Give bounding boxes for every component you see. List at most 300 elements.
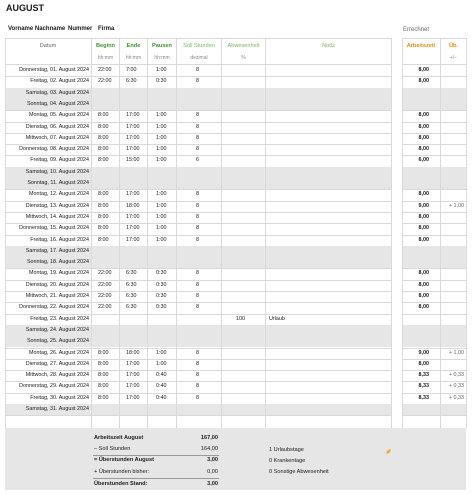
arbeitszeit-cell: 8,00 [418, 213, 429, 220]
abwesenheit-cell[interactable] [236, 381, 250, 392]
arbeitszeit-cell: 8,00 [418, 191, 429, 198]
notiz-cell[interactable] [269, 235, 329, 246]
abwesenheit-cell[interactable] [236, 370, 250, 381]
abwesenheit-cell[interactable] [236, 393, 250, 404]
notiz-cell[interactable] [269, 122, 329, 133]
abwesenheit-cell[interactable] [236, 291, 250, 302]
notiz-cell[interactable] [269, 110, 329, 121]
date-cell: Montag, 05. August 2024 [29, 112, 89, 119]
pausen-cell[interactable]: 1:00 [156, 225, 167, 232]
abwesenheit-cell[interactable] [236, 280, 250, 291]
ueberstunden-cell [441, 110, 464, 121]
abwesenheit-cell[interactable] [236, 110, 250, 121]
soll-cell[interactable]: 6 [196, 157, 199, 164]
arbeitszeit-cell: 8,00 [418, 293, 429, 299]
beginn-cell[interactable]: 22:00 [98, 270, 112, 277]
ueberstunden-cell: + 0,33 [448, 383, 464, 390]
ende-cell[interactable] [126, 336, 147, 347]
ende-cell[interactable]: 17:00 [126, 213, 140, 220]
notiz-cell[interactable] [269, 201, 329, 212]
ueberstunden-cell [441, 359, 464, 370]
abwesenheit-cell[interactable] [236, 336, 250, 347]
ueberstunden-cell [441, 99, 464, 110]
soll-cell[interactable]: 8 [196, 191, 199, 198]
date-cell: Samstag, 10. August 2024 [25, 168, 89, 175]
column-header-pausen: Pausen [152, 43, 172, 49]
notiz-cell[interactable] [269, 291, 329, 302]
column-header-ende: Ende [126, 43, 141, 49]
summary-arbeitszeit-value: 167,00 [200, 435, 218, 441]
ueberstunden-cell [441, 235, 464, 246]
notiz-cell[interactable] [269, 257, 329, 268]
date-cell: Mittwoch, 14. August 2024 [25, 213, 89, 220]
beginn-cell[interactable] [98, 257, 119, 268]
notiz-cell[interactable] [269, 348, 329, 359]
arbeitszeit-cell [402, 257, 429, 268]
notiz-cell[interactable] [269, 189, 329, 200]
pausen-cell[interactable]: 1:00 [156, 360, 167, 367]
pausen-cell[interactable] [156, 336, 176, 347]
date-cell: Samstag, 31. August 2024 [25, 406, 89, 412]
abwesenheit-cell[interactable] [236, 257, 250, 268]
beginn-cell[interactable]: 8:00 [98, 134, 109, 141]
employee-name-label: Vorname Nachname [8, 26, 66, 32]
notiz-cell[interactable] [269, 381, 329, 392]
soll-cell[interactable]: 8 [196, 304, 199, 311]
ueberstunden-cell: + 1,00 [448, 202, 464, 209]
soll-cell[interactable]: 8 [196, 123, 199, 130]
pausen-cell[interactable] [156, 246, 176, 257]
errechnet-label: Errechnet [403, 27, 430, 33]
ende-cell[interactable]: 17:00 [126, 394, 140, 401]
ueberstunden-cell [441, 280, 464, 291]
ueberstunden-cell [441, 404, 464, 415]
soll-cell[interactable] [196, 178, 206, 189]
soll-cell[interactable]: 8 [196, 202, 199, 209]
abwesenheit-cell[interactable] [236, 76, 250, 87]
notiz-cell[interactable] [269, 178, 329, 189]
date-cell: Samstag, 24. August 2024 [25, 326, 89, 333]
beginn-cell[interactable] [98, 246, 119, 257]
beginn-cell[interactable]: 8:00 [98, 225, 109, 232]
notiz-cell[interactable] [269, 167, 329, 178]
ende-cell[interactable] [126, 178, 147, 189]
ende-cell[interactable]: 17:00 [126, 146, 140, 153]
summary-bisher-label: + Überstunden bisher: [94, 469, 150, 475]
beginn-cell[interactable]: 8:00 [98, 202, 109, 209]
pausen-cell[interactable]: 1:00 [156, 123, 167, 130]
abwesenheit-cell[interactable] [236, 302, 250, 313]
ueberstunden-cell [441, 336, 464, 347]
pausen-cell[interactable] [156, 314, 176, 325]
ueberstunden-cell [441, 302, 464, 313]
notiz-cell[interactable] [269, 268, 329, 279]
ende-cell[interactable]: 7:00 [126, 67, 137, 73]
date-cell: Montag, 19. August 2024 [29, 270, 89, 277]
pausen-cell[interactable]: 0:30 [156, 78, 167, 85]
ende-cell[interactable]: 17:00 [126, 383, 140, 390]
ende-cell[interactable]: 18:00 [126, 349, 140, 356]
pausen-cell[interactable]: 0:30 [156, 270, 167, 277]
arbeitszeit-cell: 8,00 [418, 360, 429, 367]
beginn-cell[interactable]: 8:00 [98, 394, 109, 401]
soll-cell[interactable]: 8 [196, 349, 199, 356]
arbeitszeit-cell: 8,00 [418, 270, 429, 277]
notiz-cell[interactable] [269, 76, 329, 87]
ueberstunden-cell [441, 88, 464, 99]
date-cell: Donnerstag, 01. August 2024 [19, 67, 89, 73]
arbeitszeit-cell: 8,00 [418, 146, 429, 153]
notiz-cell[interactable] [269, 88, 329, 99]
beginn-cell[interactable] [98, 88, 119, 99]
date-cell: Samstag, 17. August 2024 [25, 247, 89, 254]
employee-number-label: Nummer [68, 26, 93, 32]
pausen-cell[interactable]: 0:40 [156, 394, 167, 401]
date-cell: Mittwoch, 21. August 2024 [25, 293, 89, 299]
arbeitszeit-cell: 8,00 [418, 78, 429, 85]
notiz-cell[interactable] [269, 359, 329, 370]
company-label: Firma [98, 26, 115, 32]
beginn-cell[interactable]: 8:00 [98, 213, 109, 220]
abwesenheit-cell[interactable] [236, 223, 250, 234]
pausen-cell[interactable] [156, 99, 176, 110]
abwesenheit-cell[interactable] [236, 133, 250, 144]
ueberstunden-cell [441, 268, 464, 279]
abwesenheit-cell[interactable] [236, 212, 250, 223]
arbeitszeit-cell: 8,33 [418, 383, 429, 390]
notiz-cell[interactable] [269, 144, 329, 155]
soll-cell[interactable]: 8 [196, 270, 199, 277]
ende-cell[interactable]: 17:00 [126, 123, 140, 130]
soll-cell[interactable]: 8 [196, 383, 199, 390]
ende-cell[interactable]: 6:30 [126, 304, 137, 311]
pausen-cell[interactable]: 0:40 [156, 383, 167, 390]
arbeitszeit-cell: 8,33 [418, 394, 429, 401]
pausen-cell[interactable]: 1:00 [156, 112, 167, 119]
soll-cell[interactable]: 8 [196, 236, 199, 243]
summary-urlaubstage: 1 Urlaubstage [269, 447, 304, 453]
column-header-arbeitszeit: Arbeitszeit [406, 43, 436, 49]
soll-cell[interactable] [196, 314, 206, 325]
abwesenheit-cell[interactable] [236, 65, 250, 76]
pausen-cell[interactable]: 0:40 [156, 372, 167, 379]
abwesenheit-cell[interactable] [236, 189, 250, 200]
ueberstunden-cell [441, 246, 464, 257]
unit-ueberstunden: +/− [449, 55, 458, 61]
abwesenheit-cell[interactable] [236, 122, 250, 133]
ende-cell[interactable]: 17:00 [126, 372, 140, 379]
abwesenheit-cell[interactable] [236, 88, 250, 99]
date-cell: Dienstag, 27. August 2024 [25, 360, 89, 367]
beginn-cell[interactable]: 22:00 [98, 78, 112, 85]
ende-cell[interactable]: 6:30 [126, 281, 137, 288]
ueberstunden-cell [441, 223, 464, 234]
soll-cell[interactable]: 8 [196, 281, 199, 288]
unit-pausen: hh:mm [154, 55, 170, 61]
arbeitszeit-cell [402, 314, 429, 325]
beginn-cell[interactable]: 8:00 [98, 372, 109, 379]
beginn-cell[interactable]: 8:00 [98, 360, 109, 367]
arbeitszeit-cell [402, 336, 429, 347]
soll-cell[interactable]: 8 [196, 360, 199, 367]
ueberstunden-cell [441, 144, 464, 155]
arbeitszeit-cell [402, 246, 429, 257]
notiz-cell[interactable] [269, 246, 329, 257]
arbeitszeit-cell: 6,00 [418, 157, 429, 164]
summary-bisher-value: 0,00 [207, 469, 218, 475]
ende-cell[interactable]: 15:00 [126, 157, 140, 164]
arbeitszeit-cell [402, 325, 429, 336]
column-header-abwesenheit: Abwesenheit [227, 43, 260, 49]
pausen-cell[interactable] [156, 178, 176, 189]
abwesenheit-cell[interactable] [236, 348, 250, 359]
soll-cell[interactable] [196, 167, 206, 178]
beginn-cell[interactable]: 22:00 [98, 281, 112, 288]
ueberstunden-cell [441, 133, 464, 144]
soll-cell[interactable]: 8 [196, 67, 199, 73]
ueberstunden-cell [441, 325, 464, 336]
beginn-cell[interactable]: 8:00 [98, 236, 109, 243]
summary-stand-value: 3,00 [207, 481, 218, 487]
soll-cell[interactable]: 8 [196, 112, 199, 119]
column-header-ueberstunden: Üb. [448, 43, 458, 49]
abwesenheit-cell[interactable] [236, 201, 250, 212]
ende-cell[interactable] [126, 167, 147, 178]
column-header-beginn: Beginn [96, 43, 115, 49]
notiz-cell[interactable] [269, 155, 329, 166]
arbeitszeit-cell: 8,00 [418, 281, 429, 288]
column-header-datum: Datum [39, 43, 57, 49]
pausen-cell[interactable] [156, 325, 176, 336]
abwesenheit-cell[interactable] [236, 404, 250, 415]
date-cell: Sonntag, 04. August 2024 [26, 100, 89, 107]
notiz-cell[interactable] [269, 325, 329, 336]
beginn-cell[interactable] [98, 99, 119, 110]
beginn-cell[interactable] [98, 325, 119, 336]
pausen-cell[interactable] [156, 257, 176, 268]
notiz-cell[interactable]: Urlaub [269, 315, 285, 322]
abwesenheit-cell[interactable] [236, 235, 250, 246]
ueberstunden-cell [441, 314, 464, 325]
beginn-cell[interactable]: 8:00 [98, 383, 109, 390]
abwesenheit-cell[interactable] [236, 246, 250, 257]
ende-cell[interactable]: 6:30 [126, 78, 137, 85]
ueberstunden-cell [441, 167, 464, 178]
abwesenheit-cell[interactable] [236, 268, 250, 279]
summary-soll-value: 164,00 [200, 446, 218, 452]
abwesenheit-cell[interactable] [236, 359, 250, 370]
beginn-cell[interactable] [98, 178, 119, 189]
date-cell: Freitag, 02. August 2024 [30, 78, 89, 85]
notiz-cell[interactable] [269, 404, 329, 415]
pausen-cell[interactable]: 1:00 [156, 157, 167, 164]
notiz-cell[interactable] [269, 65, 329, 76]
date-cell: Donnerstag, 29. August 2024 [19, 383, 89, 390]
ueberstunden-cell [441, 122, 464, 133]
beginn-cell[interactable]: 22:00 [98, 293, 112, 299]
page-title: AUGUST [6, 3, 44, 13]
beginn-cell[interactable] [98, 336, 119, 347]
beginn-cell[interactable]: 8:00 [98, 191, 109, 198]
beginn-cell[interactable]: 22:00 [98, 67, 112, 73]
ende-cell[interactable]: 17:00 [126, 225, 140, 232]
notiz-cell[interactable] [269, 336, 329, 347]
beginn-cell[interactable] [98, 404, 119, 415]
arbeitszeit-cell [402, 88, 429, 99]
ende-cell[interactable]: 17:00 [126, 134, 140, 141]
summary-krankentage: 0 Krankentage [269, 458, 306, 464]
arbeitszeit-cell: 8,00 [418, 225, 429, 232]
pausen-cell[interactable] [156, 167, 176, 178]
date-cell: Freitag, 23. August 2024 [30, 315, 89, 322]
beginn-cell[interactable] [98, 314, 119, 325]
ueberstunden-cell: + 0,33 [448, 372, 464, 379]
arbeitszeit-cell [402, 167, 429, 178]
arbeitszeit-cell: 8,00 [418, 67, 429, 73]
soll-cell[interactable]: 8 [196, 134, 199, 141]
pausen-cell[interactable]: 0:30 [156, 293, 167, 299]
date-cell: Sonntag, 25. August 2024 [26, 338, 89, 345]
soll-cell[interactable] [196, 88, 206, 99]
date-cell: Donnerstag, 22. August 2024 [19, 304, 89, 311]
arbeitszeit-cell [402, 178, 429, 189]
pausen-cell[interactable]: 1:00 [156, 213, 167, 220]
notiz-cell[interactable] [269, 212, 329, 223]
soll-cell[interactable]: 8 [196, 394, 199, 401]
notiz-cell[interactable] [269, 302, 329, 313]
notiz-cell[interactable] [269, 99, 329, 110]
arbeitszeit-cell: 8,33 [418, 372, 429, 379]
ende-cell[interactable]: 6:30 [126, 293, 137, 299]
soll-cell[interactable] [196, 336, 206, 347]
soll-cell[interactable]: 8 [196, 225, 199, 232]
date-cell: Mittwoch, 07. August 2024 [25, 134, 89, 141]
ueberstunden-cell: + 1,00 [448, 349, 464, 356]
beginn-cell[interactable]: 22:00 [98, 304, 112, 311]
pausen-cell[interactable]: 0:30 [156, 304, 167, 311]
ende-cell[interactable]: 18:00 [126, 202, 140, 209]
arbeitszeit-cell: 8,00 [418, 134, 429, 141]
arbeitszeit-cell [402, 404, 429, 415]
soll-cell[interactable]: 8 [196, 213, 199, 220]
abwesenheit-cell[interactable] [236, 99, 250, 110]
summary-ueberstunden-value: 3,00 [207, 457, 218, 463]
pausen-cell[interactable]: 1:00 [156, 236, 167, 243]
date-cell: Sonntag, 11. August 2024 [27, 180, 89, 186]
soll-cell[interactable]: 8 [196, 146, 199, 153]
arbeitszeit-cell [402, 99, 429, 110]
soll-cell[interactable] [196, 99, 206, 110]
ende-cell[interactable] [126, 257, 147, 268]
beginn-cell[interactable]: 8:00 [98, 146, 109, 153]
soll-cell[interactable] [196, 257, 206, 268]
pausen-cell[interactable]: 1:00 [156, 146, 167, 153]
beginn-cell[interactable]: 8:00 [98, 112, 109, 119]
summary-arbeitszeit-label: Arbeitszeit August [94, 435, 144, 441]
ende-cell[interactable]: 6:30 [126, 270, 137, 277]
ueberstunden-cell [441, 257, 464, 268]
beginn-cell[interactable]: 8:00 [98, 123, 109, 130]
soll-cell[interactable]: 8 [196, 372, 199, 379]
ende-cell[interactable] [126, 325, 147, 336]
ende-cell[interactable]: 17:00 [126, 112, 140, 119]
summary-ueberstunden-label: = Überstunden August [94, 457, 154, 463]
notiz-cell[interactable] [269, 223, 329, 234]
ende-cell[interactable] [126, 246, 147, 257]
ueberstunden-cell [441, 155, 464, 166]
ende-cell[interactable]: 17:00 [126, 360, 140, 367]
ueberstunden-cell [441, 189, 464, 200]
pausen-cell[interactable]: 1:00 [156, 349, 167, 356]
ende-cell[interactable] [126, 99, 147, 110]
date-cell: Montag, 26. August 2024 [29, 349, 89, 356]
arbeitszeit-cell: 9,00 [418, 202, 429, 209]
notiz-cell[interactable] [269, 133, 329, 144]
arbeitszeit-cell: 8,00 [418, 112, 429, 119]
date-cell: Dienstag, 20. August 2024 [25, 281, 89, 288]
abwesenheit-cell[interactable] [236, 144, 250, 155]
abwesenheit-cell[interactable] [236, 155, 250, 166]
pausen-cell[interactable] [156, 404, 176, 415]
soll-cell[interactable] [196, 246, 206, 257]
pausen-cell[interactable]: 1:00 [156, 202, 167, 209]
unit-abwesenheit: % [241, 55, 246, 61]
abwesenheit-cell[interactable] [236, 178, 250, 189]
soll-cell[interactable]: 8 [196, 78, 199, 85]
beginn-cell[interactable]: 8:00 [98, 157, 109, 164]
ende-cell[interactable] [126, 314, 147, 325]
notiz-cell[interactable] [269, 370, 329, 381]
arbeitszeit-cell: 8,00 [418, 304, 429, 311]
abwesenheit-cell[interactable] [236, 167, 250, 178]
date-cell: Dienstag, 13. August 2024 [25, 202, 89, 209]
notiz-cell[interactable] [269, 280, 329, 291]
soll-cell[interactable]: 8 [196, 293, 199, 299]
date-cell: Donnerstag, 08. August 2024 [19, 146, 89, 153]
abwesenheit-cell[interactable] [236, 325, 250, 336]
date-cell: Sonntag, 18. August 2024 [26, 259, 89, 266]
date-cell: Donnerstag, 15. August 2024 [19, 225, 89, 232]
unit-beginn: hh:mm [97, 55, 114, 61]
soll-cell[interactable] [196, 325, 206, 336]
date-cell: Samstag, 03. August 2024 [25, 89, 89, 96]
beginn-cell[interactable]: 8:00 [98, 349, 109, 356]
date-cell: Freitag, 09. August 2024 [30, 157, 89, 164]
ende-cell[interactable]: 17:00 [126, 236, 140, 243]
ende-cell[interactable] [126, 88, 147, 99]
pausen-cell[interactable] [156, 88, 176, 99]
notiz-cell[interactable] [269, 393, 329, 404]
date-cell: Mittwoch, 28. August 2024 [25, 372, 89, 379]
beginn-cell[interactable] [98, 167, 119, 178]
summary-sonstige: 0 Sonstige Abwesenheit [269, 469, 329, 475]
soll-cell[interactable] [196, 404, 206, 415]
arbeitszeit-cell: 8,00 [418, 123, 429, 130]
unit-ende: hh:mm [125, 55, 142, 61]
abwesenheit-cell[interactable]: 100 [236, 315, 245, 322]
ende-cell[interactable]: 17:00 [126, 191, 140, 198]
arbeitszeit-cell: 9,00 [418, 349, 429, 356]
pausen-cell[interactable]: 1:00 [156, 134, 167, 141]
date-cell: Freitag, 16. August 2024 [30, 236, 89, 243]
ende-cell[interactable] [126, 404, 147, 415]
column-header-notiz: Notiz [322, 43, 335, 49]
pausen-cell[interactable]: 0:30 [156, 281, 167, 288]
ueberstunden-cell [441, 178, 464, 189]
ueberstunden-cell [441, 291, 464, 302]
pausen-cell[interactable]: 1:00 [156, 191, 167, 198]
pausen-cell[interactable]: 1:00 [156, 67, 167, 73]
